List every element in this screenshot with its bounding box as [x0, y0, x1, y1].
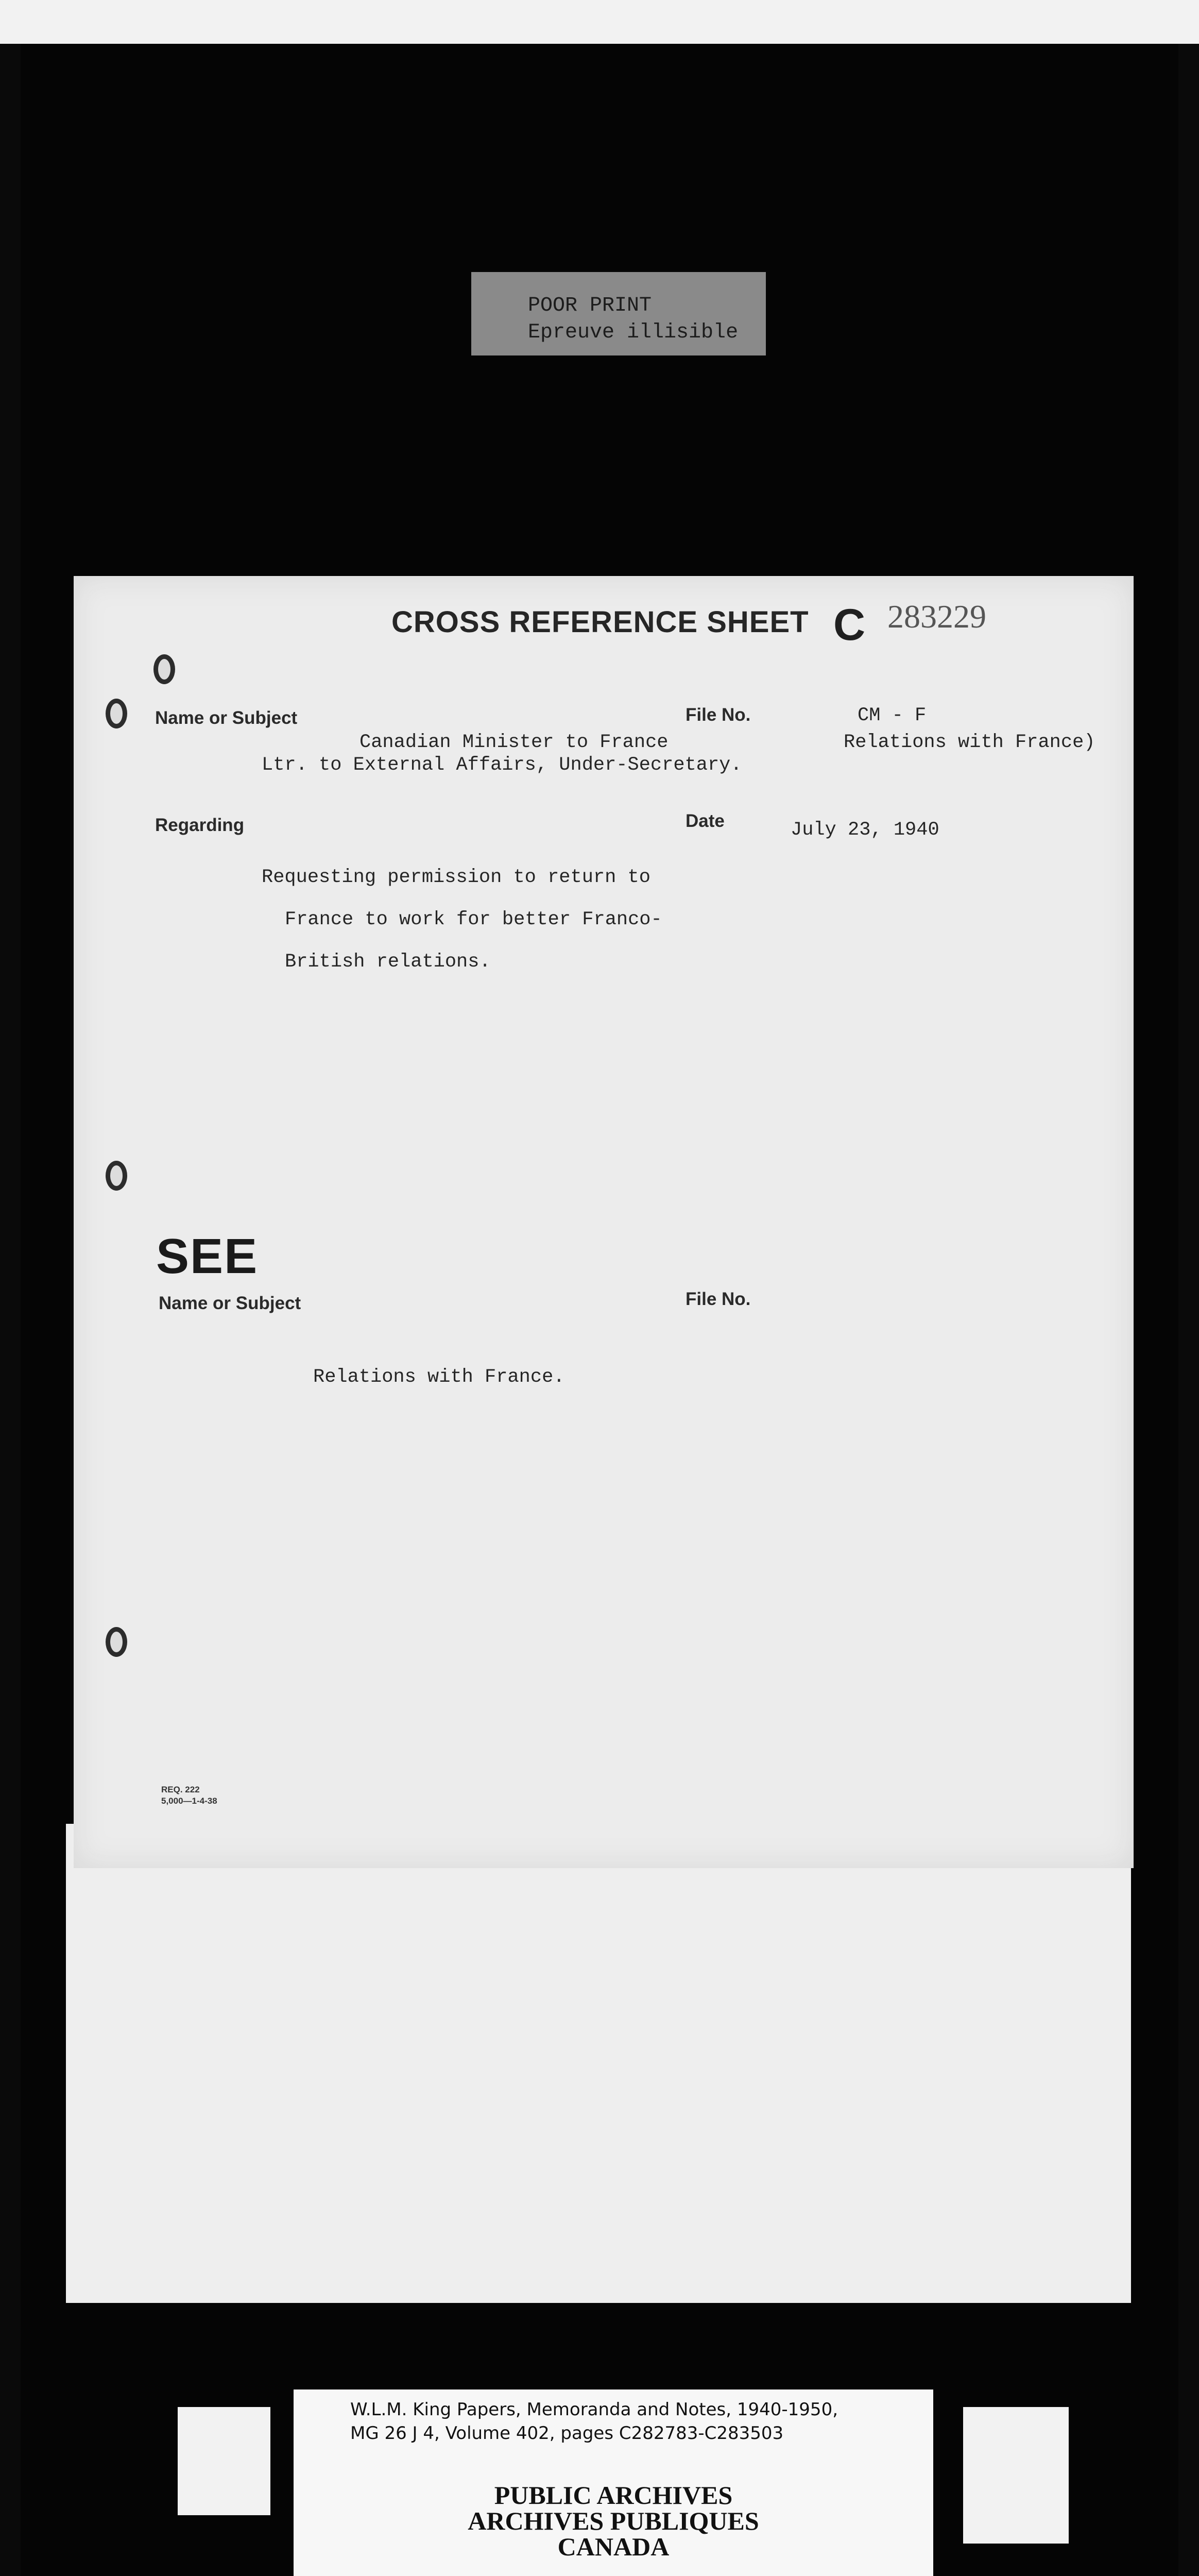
underlay-sheet [66, 1824, 1131, 2303]
punch-hole-icon [106, 1161, 127, 1191]
cross-reference-sheet [74, 576, 1134, 1868]
regarding-label: Regarding [155, 815, 245, 835]
regarding-line: France to work for better Franco- [285, 909, 662, 930]
document-number: 283229 [887, 598, 986, 635]
poor-print-text: POOR PRINT [528, 294, 652, 317]
stamp-line: PUBLIC ARCHIVES [494, 2481, 733, 2510]
stamp-line: CANADA [557, 2532, 670, 2561]
date-value: July 23, 1940 [791, 819, 939, 841]
file-no-label: File No. [686, 705, 751, 725]
see-subject-value: Relations with France. [313, 1366, 565, 1388]
film-top-strip [0, 0, 1199, 44]
poor-print-label [471, 272, 766, 355]
citation-line: W.L.M. King Papers, Memoranda and Notes, 1940-1950, [350, 2399, 838, 2420]
form-code-date: 5,000—1-4-38 [161, 1796, 217, 1806]
regarding-line: British relations. [285, 951, 491, 973]
c-mark: C [833, 600, 866, 650]
sheet-title: CROSS REFERENCE SHEET [391, 605, 809, 639]
see-name-or-subject-label: Name or Subject [159, 1293, 301, 1313]
form-code: REQ. 222 [161, 1785, 200, 1794]
archives-stamp [294, 2482, 933, 2560]
citation-text [350, 2398, 917, 2445]
see-heading: SEE [156, 1229, 259, 1284]
subject-line2: Ltr. to External Affairs, Under-Secretary. [262, 754, 742, 776]
see-file-no-label: File No. [686, 1289, 751, 1309]
card-mount-left [178, 2407, 270, 2515]
regarding-line: Requesting permission to return to [262, 867, 650, 888]
punch-hole-icon [153, 654, 175, 684]
name-or-subject-label: Name or Subject [155, 708, 298, 728]
citation-line: MG 26 J 4, Volume 402, pages C282783-C283503 [350, 2423, 784, 2444]
poor-print-french-text: Epreuve illisible [528, 321, 739, 344]
file-no-line2: Relations with France) [844, 732, 1095, 753]
subject-line1: Canadian Minister to France [359, 732, 669, 753]
punch-hole-icon [106, 1627, 127, 1657]
punch-hole-icon [106, 699, 127, 728]
file-no-line1: CM - F [858, 705, 927, 726]
card-mount-right [963, 2407, 1069, 2544]
archive-citation-card [294, 2389, 933, 2576]
stamp-line: ARCHIVES PUBLIQUES [468, 2506, 759, 2535]
date-label: Date [686, 811, 725, 831]
